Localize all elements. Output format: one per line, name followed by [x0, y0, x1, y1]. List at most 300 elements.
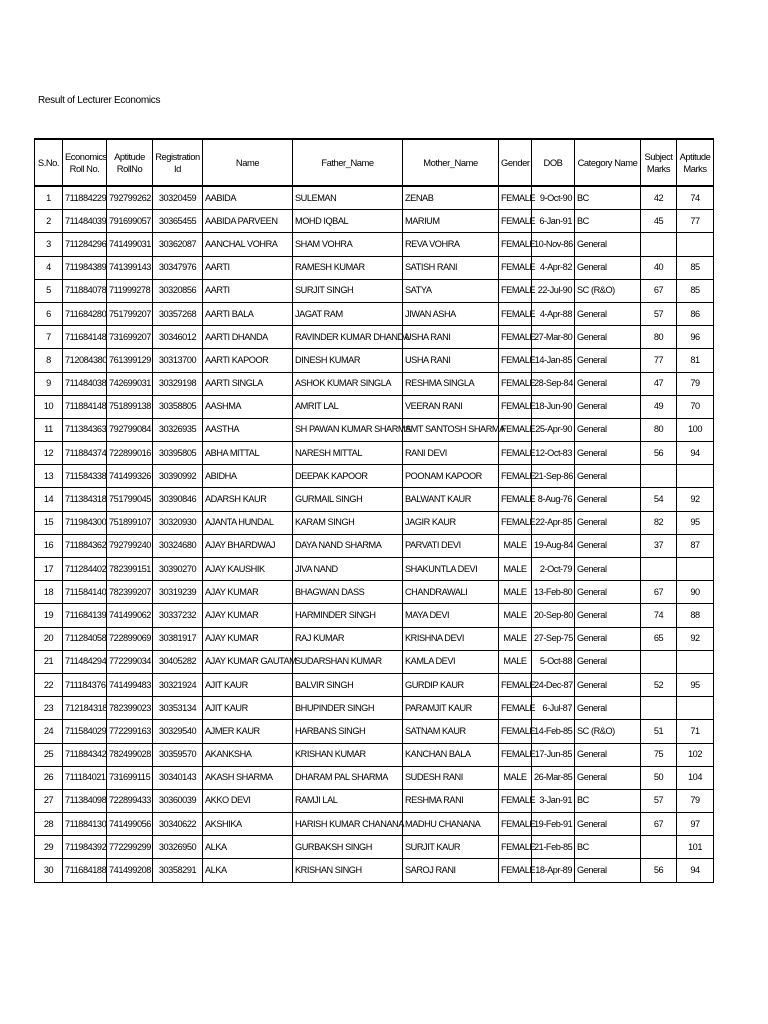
cell-aptitude-marks: 70 [677, 395, 714, 418]
cell-dob: 27-Sep-75 [532, 627, 575, 650]
cell-aptitude-roll: 782399151 [107, 558, 153, 581]
cell-aptitude-marks: 102 [677, 743, 714, 766]
cell-registration-id: 30365455 [153, 210, 203, 233]
cell-gender: FEMALE [499, 859, 532, 882]
cell-economics-roll: 711484038 [63, 372, 107, 395]
cell-sno: 25 [35, 743, 63, 766]
cell-father-name: GURBAKSH SINGH [293, 836, 403, 859]
cell-mother-name: KANCHAN BALA [403, 743, 499, 766]
cell-economics-roll: 711684139 [63, 604, 107, 627]
table-row [35, 302, 714, 325]
cell-economics-roll: 711884342 [63, 743, 107, 766]
cell-subject-marks: 45 [641, 210, 677, 233]
table-row [35, 326, 714, 349]
cell-mother-name: KRISHNA DEVI [403, 627, 499, 650]
cell-aptitude-roll: 722899016 [107, 442, 153, 465]
cell-mother-name: USHA RANI [403, 349, 499, 372]
cell-name: AJIT KAUR [203, 697, 293, 720]
results-table [34, 138, 714, 883]
cell-subject-marks: 77 [641, 349, 677, 372]
cell-father-name: SURJIT SINGH [293, 279, 403, 302]
cell-name: AKSHIKA [203, 813, 293, 836]
cell-economics-roll: 711584338 [63, 465, 107, 488]
cell-subject-marks: 47 [641, 372, 677, 395]
table-row [35, 534, 714, 557]
cell-father-name: SULEMAN [293, 186, 403, 210]
table-row [35, 789, 714, 812]
cell-category: General [575, 372, 641, 395]
cell-father-name: BHUPINDER SINGH [293, 697, 403, 720]
cell-mother-name: SHAKUNTLA DEVI [403, 558, 499, 581]
cell-economics-roll: 711884078 [63, 279, 107, 302]
cell-category: General [575, 233, 641, 256]
cell-name: AARTI KAPOOR [203, 349, 293, 372]
cell-aptitude-roll: 772299163 [107, 720, 153, 743]
cell-sno: 6 [35, 302, 63, 325]
cell-aptitude-roll: 722899069 [107, 627, 153, 650]
cell-sno: 17 [35, 558, 63, 581]
cell-mother-name: SAROJ RANI [403, 859, 499, 882]
cell-gender: FEMALE [499, 673, 532, 696]
cell-subject-marks [641, 697, 677, 720]
cell-aptitude-roll: 742699031 [107, 372, 153, 395]
cell-sno: 9 [35, 372, 63, 395]
cell-aptitude-marks: 74 [677, 186, 714, 210]
cell-category: General [575, 442, 641, 465]
table-row [35, 442, 714, 465]
cell-sno: 19 [35, 604, 63, 627]
cell-father-name: DAYA NAND SHARMA [293, 534, 403, 557]
cell-mother-name: MAYA DEVI [403, 604, 499, 627]
header-col-aptitude-marks: Aptitude Marks [677, 139, 714, 186]
cell-father-name: KRISHAN KUMAR [293, 743, 403, 766]
cell-category: General [575, 813, 641, 836]
cell-aptitude-roll: 782399023 [107, 697, 153, 720]
cell-dob: 18-Apr-89 [532, 859, 575, 882]
cell-father-name: DINESH KUMAR [293, 349, 403, 372]
cell-mother-name: PARAMJIT KAUR [403, 697, 499, 720]
cell-registration-id: 30359570 [153, 743, 203, 766]
cell-sno: 15 [35, 511, 63, 534]
cell-aptitude-marks: 71 [677, 720, 714, 743]
cell-aptitude-roll: 751799207 [107, 302, 153, 325]
cell-name: AANCHAL VOHRA [203, 233, 293, 256]
cell-aptitude-marks: 90 [677, 581, 714, 604]
cell-sno: 7 [35, 326, 63, 349]
cell-dob: 14-Feb-85 [532, 720, 575, 743]
table-row [35, 650, 714, 673]
cell-sno: 27 [35, 789, 63, 812]
cell-aptitude-marks: 86 [677, 302, 714, 325]
cell-economics-roll: 711984392 [63, 836, 107, 859]
table-row [35, 210, 714, 233]
cell-sno: 30 [35, 859, 63, 882]
cell-registration-id: 30395805 [153, 442, 203, 465]
cell-gender: FEMALE [499, 279, 532, 302]
cell-gender: MALE [499, 604, 532, 627]
cell-economics-roll: 712084380 [63, 349, 107, 372]
cell-aptitude-roll: 741499031 [107, 233, 153, 256]
cell-name: AJAY KUMAR [203, 581, 293, 604]
cell-dob: 6-Jul-87 [532, 697, 575, 720]
cell-category: BC [575, 186, 641, 210]
cell-gender: FEMALE [499, 256, 532, 279]
cell-economics-roll: 711584029 [63, 720, 107, 743]
table-row [35, 395, 714, 418]
cell-subject-marks [641, 836, 677, 859]
cell-subject-marks: 50 [641, 766, 677, 789]
header-col-category: Category Name [575, 139, 641, 186]
cell-aptitude-roll: 731699115 [107, 766, 153, 789]
cell-gender: FEMALE [499, 465, 532, 488]
cell-dob: 8-Aug-76 [532, 488, 575, 511]
table-row [35, 581, 714, 604]
cell-registration-id: 30358805 [153, 395, 203, 418]
cell-father-name: GURMAIL SINGH [293, 488, 403, 511]
cell-mother-name: GURDIP KAUR [403, 673, 499, 696]
cell-aptitude-roll: 741499208 [107, 859, 153, 882]
cell-registration-id: 30313700 [153, 349, 203, 372]
table-row [35, 465, 714, 488]
cell-mother-name: SATNAM KAUR [403, 720, 499, 743]
cell-economics-roll: 711684280 [63, 302, 107, 325]
cell-aptitude-marks: 79 [677, 789, 714, 812]
cell-registration-id: 30390270 [153, 558, 203, 581]
cell-aptitude-roll: 792799084 [107, 418, 153, 441]
cell-subject-marks: 80 [641, 418, 677, 441]
header-col-dob: DOB [532, 139, 575, 186]
cell-aptitude-roll: 741499483 [107, 673, 153, 696]
cell-economics-roll: 711484294 [63, 650, 107, 673]
cell-category: General [575, 766, 641, 789]
header-col-name: Name [203, 139, 293, 186]
table-row [35, 256, 714, 279]
cell-mother-name: VEERAN RANI [403, 395, 499, 418]
cell-economics-roll: 711684148 [63, 326, 107, 349]
cell-dob: 3-Jan-91 [532, 789, 575, 812]
cell-sno: 12 [35, 442, 63, 465]
cell-aptitude-marks: 79 [677, 372, 714, 395]
cell-dob: 21-Feb-85 [532, 836, 575, 859]
cell-father-name: NARESH MITTAL [293, 442, 403, 465]
cell-subject-marks: 65 [641, 627, 677, 650]
cell-aptitude-roll: 741399143 [107, 256, 153, 279]
cell-subject-marks: 57 [641, 789, 677, 812]
table-row [35, 766, 714, 789]
cell-subject-marks [641, 233, 677, 256]
cell-dob: 5-Oct-88 [532, 650, 575, 673]
cell-economics-roll: 711184021 [63, 766, 107, 789]
cell-registration-id: 30326950 [153, 836, 203, 859]
cell-economics-roll: 711384098 [63, 789, 107, 812]
table-row [35, 813, 714, 836]
cell-economics-roll: 711984300 [63, 511, 107, 534]
cell-gender: FEMALE [499, 395, 532, 418]
cell-name: AJIT KAUR [203, 673, 293, 696]
cell-category: BC [575, 210, 641, 233]
cell-gender: FEMALE [499, 372, 532, 395]
cell-name: AARTI [203, 256, 293, 279]
cell-registration-id: 30353134 [153, 697, 203, 720]
cell-name: ABIDHA [203, 465, 293, 488]
cell-father-name: HARMINDER SINGH [293, 604, 403, 627]
cell-category: General [575, 673, 641, 696]
cell-mother-name: RANI DEVI [403, 442, 499, 465]
cell-name: AJMER KAUR [203, 720, 293, 743]
cell-dob: 13-Feb-80 [532, 581, 575, 604]
cell-sno: 26 [35, 766, 63, 789]
cell-category: General [575, 488, 641, 511]
cell-name: AJAY KUMAR [203, 627, 293, 650]
cell-name: AASHMA [203, 395, 293, 418]
cell-registration-id: 30324680 [153, 534, 203, 557]
cell-name: ADARSH KAUR [203, 488, 293, 511]
cell-subject-marks: 40 [641, 256, 677, 279]
cell-gender: MALE [499, 558, 532, 581]
cell-category: General [575, 604, 641, 627]
table-row [35, 558, 714, 581]
cell-category: General [575, 650, 641, 673]
cell-registration-id: 30346012 [153, 326, 203, 349]
cell-name: AABIDA PARVEEN [203, 210, 293, 233]
table-row [35, 418, 714, 441]
cell-subject-marks: 67 [641, 813, 677, 836]
cell-sno: 21 [35, 650, 63, 673]
cell-subject-marks: 42 [641, 186, 677, 210]
cell-dob: 22-Jul-90 [532, 279, 575, 302]
header-col-subject-marks: Subject Marks [641, 139, 677, 186]
cell-economics-roll: 711384318 [63, 488, 107, 511]
table-row [35, 604, 714, 627]
cell-gender: FEMALE [499, 511, 532, 534]
cell-aptitude-roll: 751799045 [107, 488, 153, 511]
cell-aptitude-marks: 97 [677, 813, 714, 836]
cell-gender: FEMALE [499, 349, 532, 372]
cell-mother-name: JAGIR KAUR [403, 511, 499, 534]
cell-gender: FEMALE [499, 836, 532, 859]
cell-gender: FEMALE [499, 186, 532, 210]
cell-sno: 8 [35, 349, 63, 372]
cell-registration-id: 30360039 [153, 789, 203, 812]
header-col-registration-id: Registration Id [153, 139, 203, 186]
cell-subject-marks: 56 [641, 442, 677, 465]
cell-mother-name: BALWANT KAUR [403, 488, 499, 511]
cell-category: General [575, 465, 641, 488]
cell-dob: 22-Apr-85 [532, 511, 575, 534]
cell-registration-id: 30326935 [153, 418, 203, 441]
cell-subject-marks [641, 650, 677, 673]
cell-category: General [575, 859, 641, 882]
cell-registration-id: 30390992 [153, 465, 203, 488]
cell-economics-roll: 711584140 [63, 581, 107, 604]
cell-registration-id: 30405282 [153, 650, 203, 673]
cell-subject-marks: 54 [641, 488, 677, 511]
cell-registration-id: 30321924 [153, 673, 203, 696]
cell-dob: 9-Oct-90 [532, 186, 575, 210]
cell-father-name: RAJ KUMAR [293, 627, 403, 650]
cell-subject-marks: 37 [641, 534, 677, 557]
cell-father-name: BHAGWAN DASS [293, 581, 403, 604]
cell-dob: 18-Jun-90 [532, 395, 575, 418]
cell-dob: 27-Mar-80 [532, 326, 575, 349]
cell-economics-roll: 711684188 [63, 859, 107, 882]
cell-father-name: ASHOK KUMAR SINGLA [293, 372, 403, 395]
cell-name: ALKA [203, 859, 293, 882]
cell-dob: 14-Jan-85 [532, 349, 575, 372]
cell-mother-name: USHA RANI [403, 326, 499, 349]
cell-sno: 22 [35, 673, 63, 696]
cell-gender: MALE [499, 581, 532, 604]
cell-registration-id: 30320856 [153, 279, 203, 302]
cell-aptitude-roll: 751899138 [107, 395, 153, 418]
table-row [35, 836, 714, 859]
cell-registration-id: 30340622 [153, 813, 203, 836]
header-col-sno: S.No. [35, 139, 63, 186]
cell-economics-roll: 711884130 [63, 813, 107, 836]
cell-category: General [575, 511, 641, 534]
cell-aptitude-marks: 95 [677, 673, 714, 696]
cell-name: AKKO DEVI [203, 789, 293, 812]
cell-registration-id: 30347976 [153, 256, 203, 279]
cell-registration-id: 30329540 [153, 720, 203, 743]
cell-name: AJAY KAUSHIK [203, 558, 293, 581]
cell-aptitude-marks: 94 [677, 859, 714, 882]
cell-aptitude-marks: 100 [677, 418, 714, 441]
table-row [35, 743, 714, 766]
cell-aptitude-marks [677, 697, 714, 720]
cell-gender: MALE [499, 534, 532, 557]
cell-category: General [575, 349, 641, 372]
cell-mother-name: ZENAB [403, 186, 499, 210]
cell-aptitude-roll: 751899107 [107, 511, 153, 534]
header-col-mother-name: Mother_Name [403, 139, 499, 186]
cell-name: AARTI [203, 279, 293, 302]
cell-mother-name: POONAM KAPOOR [403, 465, 499, 488]
document-title: Result of Lecturer Economics [38, 95, 161, 106]
cell-economics-roll: 711884229 [63, 186, 107, 210]
table-row [35, 186, 714, 210]
cell-mother-name: REVA VOHRA [403, 233, 499, 256]
cell-sno: 10 [35, 395, 63, 418]
cell-sno: 24 [35, 720, 63, 743]
cell-name: AKANKSHA [203, 743, 293, 766]
cell-subject-marks [641, 558, 677, 581]
cell-registration-id: 30319239 [153, 581, 203, 604]
cell-economics-roll: 711384363 [63, 418, 107, 441]
cell-sno: 16 [35, 534, 63, 557]
cell-father-name: RAMJI LAL [293, 789, 403, 812]
cell-subject-marks: 67 [641, 279, 677, 302]
cell-aptitude-marks: 96 [677, 326, 714, 349]
cell-aptitude-roll: 782499028 [107, 743, 153, 766]
cell-economics-roll: 711984389 [63, 256, 107, 279]
cell-category: General [575, 326, 641, 349]
cell-aptitude-marks: 92 [677, 488, 714, 511]
cell-gender: MALE [499, 650, 532, 673]
cell-sno: 5 [35, 279, 63, 302]
cell-economics-roll: 711284058 [63, 627, 107, 650]
cell-category: General [575, 302, 641, 325]
cell-economics-roll: 711284402 [63, 558, 107, 581]
cell-category: General [575, 534, 641, 557]
cell-gender: FEMALE [499, 418, 532, 441]
cell-name: AJAY KUMAR [203, 604, 293, 627]
cell-mother-name: SATYA [403, 279, 499, 302]
cell-category: General [575, 743, 641, 766]
cell-mother-name: SATISH RANI [403, 256, 499, 279]
cell-category: BC [575, 836, 641, 859]
cell-dob: 19-Aug-84 [532, 534, 575, 557]
cell-sno: 23 [35, 697, 63, 720]
cell-aptitude-marks: 104 [677, 766, 714, 789]
cell-economics-roll: 711884362 [63, 534, 107, 557]
table-row [35, 720, 714, 743]
cell-aptitude-marks [677, 233, 714, 256]
cell-father-name: SH PAWAN KUMAR SHARMA [293, 418, 403, 441]
cell-name: AJAY KUMAR GAUTAM [203, 650, 293, 673]
cell-sno: 28 [35, 813, 63, 836]
cell-mother-name: RESHMA SINGLA [403, 372, 499, 395]
cell-economics-roll: 711184376 [63, 673, 107, 696]
cell-aptitude-marks: 92 [677, 627, 714, 650]
header-col-father-name: Father_Name [293, 139, 403, 186]
cell-dob: 26-Mar-85 [532, 766, 575, 789]
cell-aptitude-marks: 85 [677, 256, 714, 279]
table-header [35, 139, 714, 186]
cell-gender: MALE [499, 766, 532, 789]
table-row [35, 511, 714, 534]
cell-aptitude-roll: 722899433 [107, 789, 153, 812]
cell-dob: 19-Feb-91 [532, 813, 575, 836]
cell-father-name: BALVIR SINGH [293, 673, 403, 696]
header-col-gender: Gender [499, 139, 532, 186]
cell-registration-id: 30340143 [153, 766, 203, 789]
cell-subject-marks: 51 [641, 720, 677, 743]
cell-aptitude-marks [677, 558, 714, 581]
cell-mother-name: PARVATI DEVI [403, 534, 499, 557]
table-row [35, 488, 714, 511]
cell-aptitude-marks [677, 650, 714, 673]
cell-category: General [575, 256, 641, 279]
cell-mother-name: CHANDRAWALI [403, 581, 499, 604]
cell-father-name: KRISHAN SINGH [293, 859, 403, 882]
cell-gender: FEMALE [499, 233, 532, 256]
cell-economics-roll: 711484039 [63, 210, 107, 233]
cell-gender: FEMALE [499, 697, 532, 720]
cell-mother-name: KAMLA DEVI [403, 650, 499, 673]
cell-dob: 4-Apr-88 [532, 302, 575, 325]
cell-name: ALKA [203, 836, 293, 859]
cell-economics-roll: 711284296 [63, 233, 107, 256]
cell-subject-marks: 56 [641, 859, 677, 882]
header-row [35, 139, 714, 186]
cell-gender: FEMALE [499, 813, 532, 836]
cell-gender: FEMALE [499, 720, 532, 743]
cell-registration-id: 30329198 [153, 372, 203, 395]
cell-aptitude-marks: 77 [677, 210, 714, 233]
cell-dob: 25-Apr-90 [532, 418, 575, 441]
cell-category: General [575, 558, 641, 581]
table-row [35, 349, 714, 372]
cell-father-name: SUDARSHAN KUMAR [293, 650, 403, 673]
table-row [35, 859, 714, 882]
cell-mother-name: JIWAN ASHA [403, 302, 499, 325]
cell-sno: 4 [35, 256, 63, 279]
cell-aptitude-roll: 792799240 [107, 534, 153, 557]
cell-subject-marks: 67 [641, 581, 677, 604]
cell-dob: 12-Oct-83 [532, 442, 575, 465]
header-col-economics-roll: Economics Roll No. [63, 139, 107, 186]
